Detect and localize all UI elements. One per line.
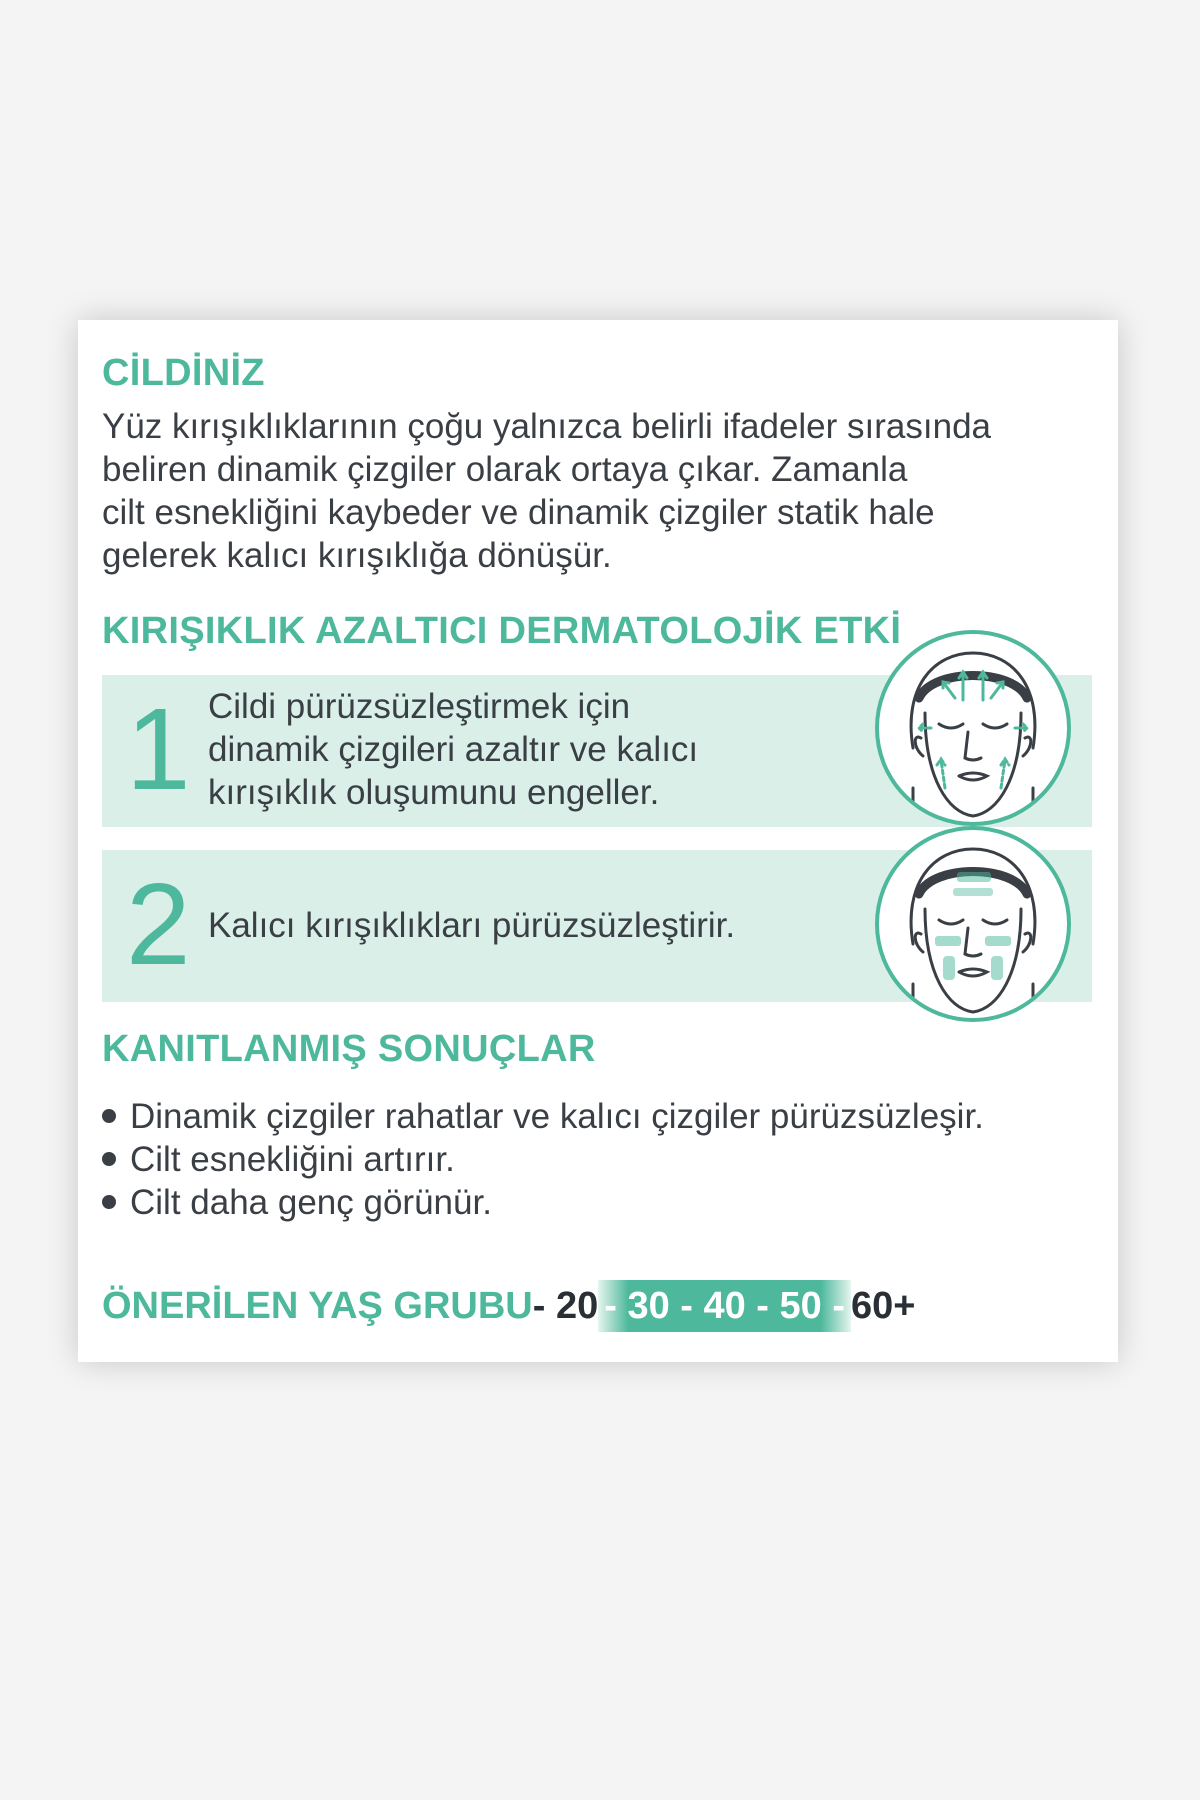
section-title-dermatolojik-etki: KIRIŞIKLIK AZALTICI DERMATOLOJİK ETKİ xyxy=(102,610,902,652)
bullet-icon xyxy=(102,1109,116,1123)
step-1-line: Cildi pürüzsüzleştirmek için xyxy=(208,687,631,726)
section-title-sonuclar: KANITLANMIŞ SONUÇLAR xyxy=(102,1028,596,1070)
age-highlight: - 30 - 40 - 50 - xyxy=(598,1280,851,1332)
intro-line: Yüz kırışıklıklarının çoğu yalnızca belirli ifadeler sırasında xyxy=(102,407,991,446)
face-arrows-icon xyxy=(873,628,1073,828)
bullet-icon xyxy=(102,1195,116,1209)
age-group-title: ÖNERİLEN YAŞ GRUBU xyxy=(102,1285,533,1327)
step-2-line: Kalıcı kırışıklıkları pürüzsüzleştirir. xyxy=(208,906,736,945)
results-list xyxy=(102,1095,984,1224)
bullet-icon xyxy=(102,1152,116,1166)
intro-paragraph xyxy=(102,405,1082,577)
section-title-cildiniz: CİLDİNİZ xyxy=(102,352,265,394)
list-item xyxy=(102,1095,984,1138)
step-1-number: 1 xyxy=(126,684,191,814)
result-text: Cilt esnekliğini artırır. xyxy=(130,1140,455,1179)
step-1-line: dinamik çizgileri azaltır ve kalıcı xyxy=(208,730,699,769)
intro-line: beliren dinamik çizgiler olarak ortaya çıkar. Zamanla xyxy=(102,450,908,489)
list-item xyxy=(102,1138,984,1181)
step-1-text xyxy=(208,685,698,814)
result-text: Dinamik çizgiler rahatlar ve kalıcı çizgiler pürüzsüzleşir. xyxy=(130,1097,984,1136)
step-1-line: kırışıklık oluşumunu engeller. xyxy=(208,773,660,812)
step-2-number: 2 xyxy=(126,859,191,989)
intro-line: cilt esnekliğini kaybeder ve dinamik çizgiler statik hale xyxy=(102,493,935,532)
step-2-text xyxy=(208,904,735,947)
age-suffix: 60+ xyxy=(851,1285,916,1327)
result-text: Cilt daha genç görünür. xyxy=(130,1183,492,1222)
age-group-row xyxy=(102,1280,915,1332)
info-card xyxy=(78,320,1118,1362)
age-prefix: - 20 xyxy=(532,1285,599,1327)
intro-line: gelerek kalıcı kırışıklığa dönüşür. xyxy=(102,536,612,575)
face-smoothing-icon xyxy=(873,824,1073,1024)
list-item xyxy=(102,1181,984,1224)
